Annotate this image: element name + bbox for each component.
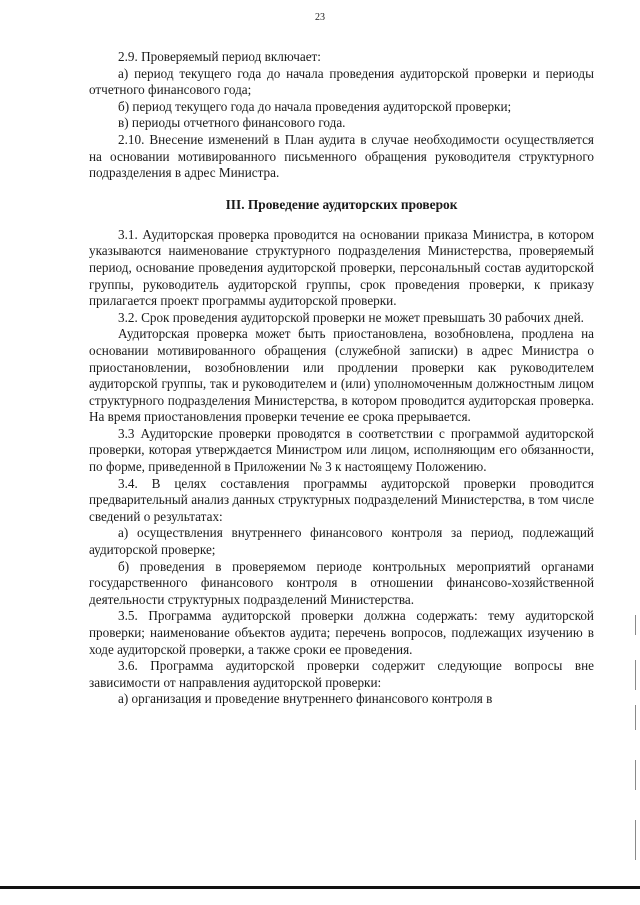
paragraph-3-3: 3.3 Аудиторские проверки проводятся в соответствии с программой аудиторской проверки, которая утверждается Министром или лицом, исполняющим его обязанности, по форме, приведенной в Приложении № 3 к настоящему Положению. (89, 425, 594, 475)
paragraph-3-1: 3.1. Аудиторская проверка проводится на основании приказа Министра, в котором указываются наименование структурного подразделения Министерства, проверяемый период, основание проведения аудиторской проверки, персональный состав аудиторской группы, руководитель аудиторской группы, срок проведения проверки, к приказу прилагается проект программы аудиторской проверки. (89, 226, 594, 309)
paragraph-3-6: 3.6. Программа аудиторской проверки содержит следующие вопросы вне зависимости от направления аудиторской проверки: (89, 658, 594, 690)
paragraph-3-4-a: а) осуществления внутреннего финансового контроля за период, подлежащий аудиторской проверке; (89, 525, 594, 558)
scan-edge-mark (635, 820, 636, 860)
paragraph-3-5: 3.5. Программа аудиторской проверки должна содержать: тему аудиторской проверки; наименование объектов аудита; перечень вопросов, подлежащих изучению в ходе аудиторской проверки, а также сроки ее проведения. (89, 608, 594, 657)
paragraph-3-4: 3.4. В целях составления программы аудиторской проверки проводится предварительный анализ данных структурных подразделений Министерства, в том числе сведений о результатах: (89, 475, 594, 524)
document-body (89, 49, 594, 708)
paragraph-2-9-a: а) период текущего года до начала проведения аудиторской проверки и периоды отчетного финансового года; (89, 65, 594, 98)
bottom-edge-rule (0, 886, 640, 889)
paragraph-3-4-b: б) проведения в проверяемом периоде контрольных мероприятий органами государственного финансового контроля в отношении финансово-хозяйственной деятельности структурных подразделений Министерства. (89, 558, 594, 607)
paragraph-3-6-a: а) организация и проведение внутреннего финансового контроля в (118, 691, 493, 707)
paragraph-2-9-b: б) период текущего года до начала проведения аудиторской проверки; (118, 98, 512, 114)
scan-edge-mark (635, 760, 636, 790)
page-number: 23 (315, 12, 325, 23)
scan-edge-mark (635, 705, 636, 730)
scan-edge-mark (635, 660, 636, 690)
paragraph-2-9: 2.9. Проверяемый период включает: (118, 49, 321, 64)
paragraph-2-10: 2.10. Внесение изменений в План аудита в случае необходимости осуществляется на основании мотивированного письменного обращения руководителя структурного подразделения в адрес Министра. (89, 131, 594, 181)
scan-edge-mark (635, 615, 636, 635)
section-heading: III. Проведение аудиторских проверок (225, 196, 458, 212)
paragraph-3-2-suspension: Аудиторская проверка может быть приостановлена, возобновлена, продлена на основании мотивированного обращения (служебной записки) в адрес Министра о приостановлении, возобновлении или продлении проверки как руководителем аудиторской группы, так и руководителем и (или) уполномоченным должностным лицом структурного подразделения Министерства, в котором проводится аудиторская проверка. На время приостановления проверки течение ее срока прерывается. (89, 326, 594, 425)
paragraph-2-9-c: в) периоды отчетного финансового года. (118, 115, 346, 131)
paragraph-3-2: 3.2. Срок проведения аудиторской проверки не может превышать 30 рабочих дней. (118, 309, 584, 325)
